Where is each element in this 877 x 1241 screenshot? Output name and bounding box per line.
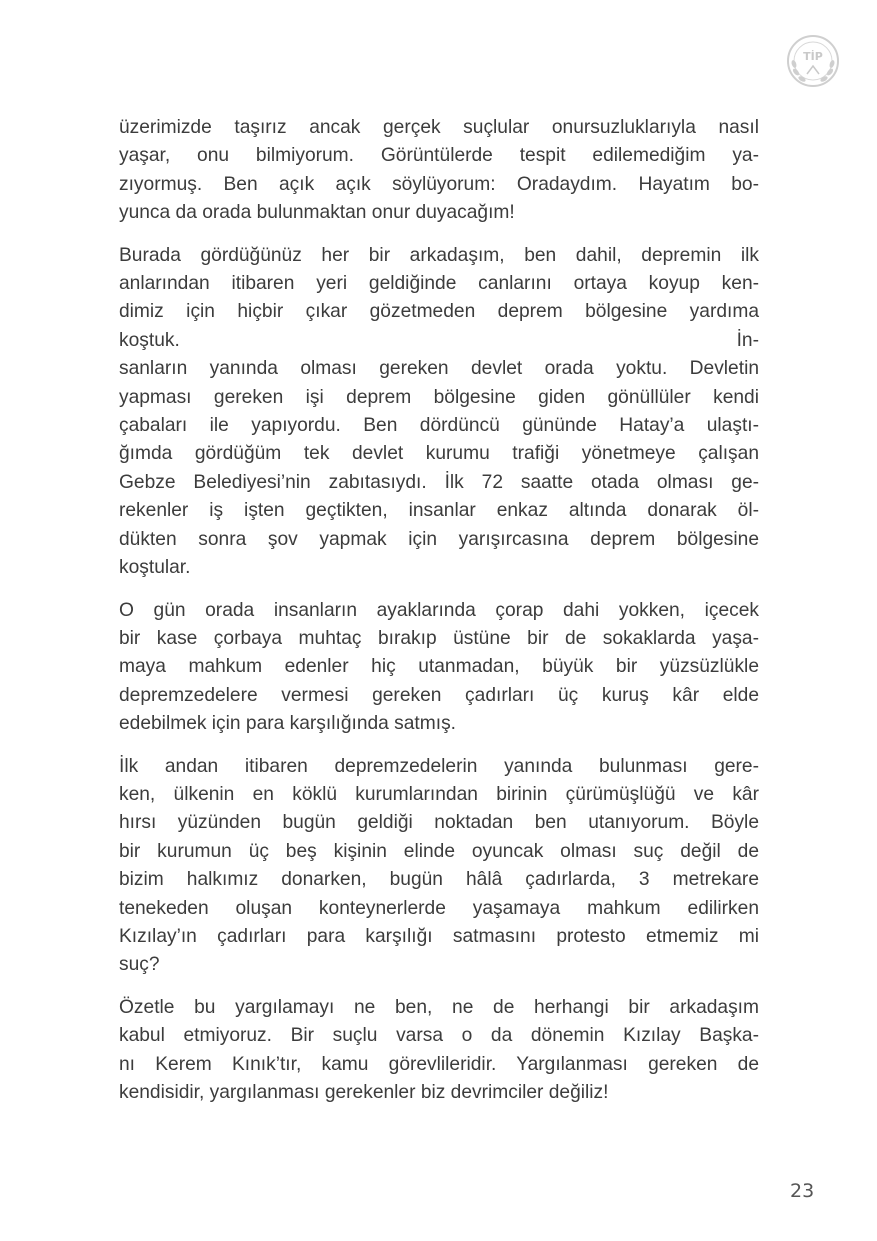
- text-line: yapması gereken işi deprem bölgesine giden gönüllüler kendi: [119, 386, 759, 408]
- party-logo: [786, 34, 840, 88]
- text-line: Gebze Belediyesi’nin zabıtasıydı. İlk 72 saatte otada olması ge-: [119, 471, 759, 493]
- text-line: bir kase çorbaya muhtaç bırakıp üstüne bir de sokaklarda yaşa-: [119, 627, 759, 649]
- text-line: anlarından itibaren yeri geldiğinde canlarını ortaya koyup ken-: [119, 273, 759, 295]
- text-line: O gün orada insanların ayaklarında çorap dahi yokken, içecek: [119, 599, 759, 621]
- logo-text: TİP: [803, 50, 823, 63]
- text-line: depremzedelere vermesi gereken çadırları üç kuruş kâr elde: [119, 684, 759, 706]
- text-line: zıyormuş. Ben açık açık söylüyorum: Oradaydım. Hayatım bo-: [119, 173, 759, 195]
- text-line: bir kurumun üç beş kişinin elinde oyuncak olması suç değil de: [119, 840, 759, 862]
- text-line: rekenler iş işten geçtikten, insanlar enkaz altında donarak öl-: [119, 500, 759, 522]
- laurel-emblem-icon: [786, 34, 840, 88]
- text-line: tenekeden oluşan konteynerlerde yaşamaya mahkum edilirken: [119, 897, 759, 919]
- paragraph-5: [119, 994, 759, 1108]
- paragraph-1: [119, 114, 759, 228]
- text-line: İlk andan itibaren depremzedelerin yanında bulunması gere-: [119, 755, 759, 777]
- text-line: koştular.: [119, 557, 191, 579]
- paragraph-2: [119, 242, 759, 583]
- text-line: dimiz için hiçbir çıkar gözetmeden deprem bölgesine yardıma: [119, 301, 759, 323]
- text-line: çabaları ile yapıyordu. Ben dördüncü gününde Hatay’a ulaştı-: [119, 415, 759, 437]
- text-line: Burada gördüğünüz her bir arkadaşım, ben dahil, depremin ilk: [119, 244, 759, 266]
- text-line: kendisidir, yargılanması gerekenler biz devrimciler değiliz!: [119, 1082, 609, 1103]
- text-line: dükten sonra şov yapmak için yarışırcasına deprem bölgesine: [119, 528, 759, 550]
- body-text: [119, 114, 759, 1121]
- text-line: ken, ülkenin en köklü kurumlarından birinin çürümüşlüğü ve kâr: [119, 783, 759, 805]
- text-line: sanların yanında olması gereken devlet orada yoktu. Devletin: [119, 358, 759, 380]
- text-line: maya mahkum edenler hiç utanmadan, büyük bir yüzsüzlükle: [119, 656, 759, 678]
- text-line: yunca da orada bulunmaktan onur duyacağım!: [119, 202, 515, 224]
- text-line: kabul etmiyoruz. Bir suçlu varsa o da dönemin Kızılay Başka-: [119, 1025, 759, 1047]
- text-line: edebilmek için para karşılığında satmış.: [119, 713, 456, 735]
- text-line: hırsı yüzünden bugün geldiği noktadan ben utanıyorum. Böyle: [119, 812, 759, 834]
- text-line: nı Kerem Kınık’tır, kamu görevlileridir. Yargılanması gereken de: [119, 1053, 759, 1075]
- paragraph-3: [119, 597, 759, 739]
- text-line: Özetle bu yargılamayı ne ben, ne de herhangi bir arkadaşım: [119, 996, 759, 1018]
- text-line: Kızılay’ın çadırları para karşılığı satmasını protesto etmemiz mi: [119, 925, 759, 947]
- text-line: yaşar, onu bilmiyorum. Görüntülerde tespit edilemediğim ya-: [119, 145, 759, 167]
- text-line: ğımda gördüğüm tek devlet kurumu trafiği yönetmeye çalışan: [119, 443, 759, 465]
- page-number: 23: [790, 1180, 815, 1202]
- text-line: suç?: [119, 954, 160, 976]
- paragraph-4: [119, 753, 759, 980]
- text-line: koştuk. İn-: [119, 329, 759, 351]
- text-line: üzerimizde taşırız ancak gerçek suçlular onursuzluklarıyla nasıl: [119, 117, 759, 138]
- text-line: bizim halkımız donarken, bugün hâlâ çadırlarda, 3 metrekare: [119, 869, 759, 891]
